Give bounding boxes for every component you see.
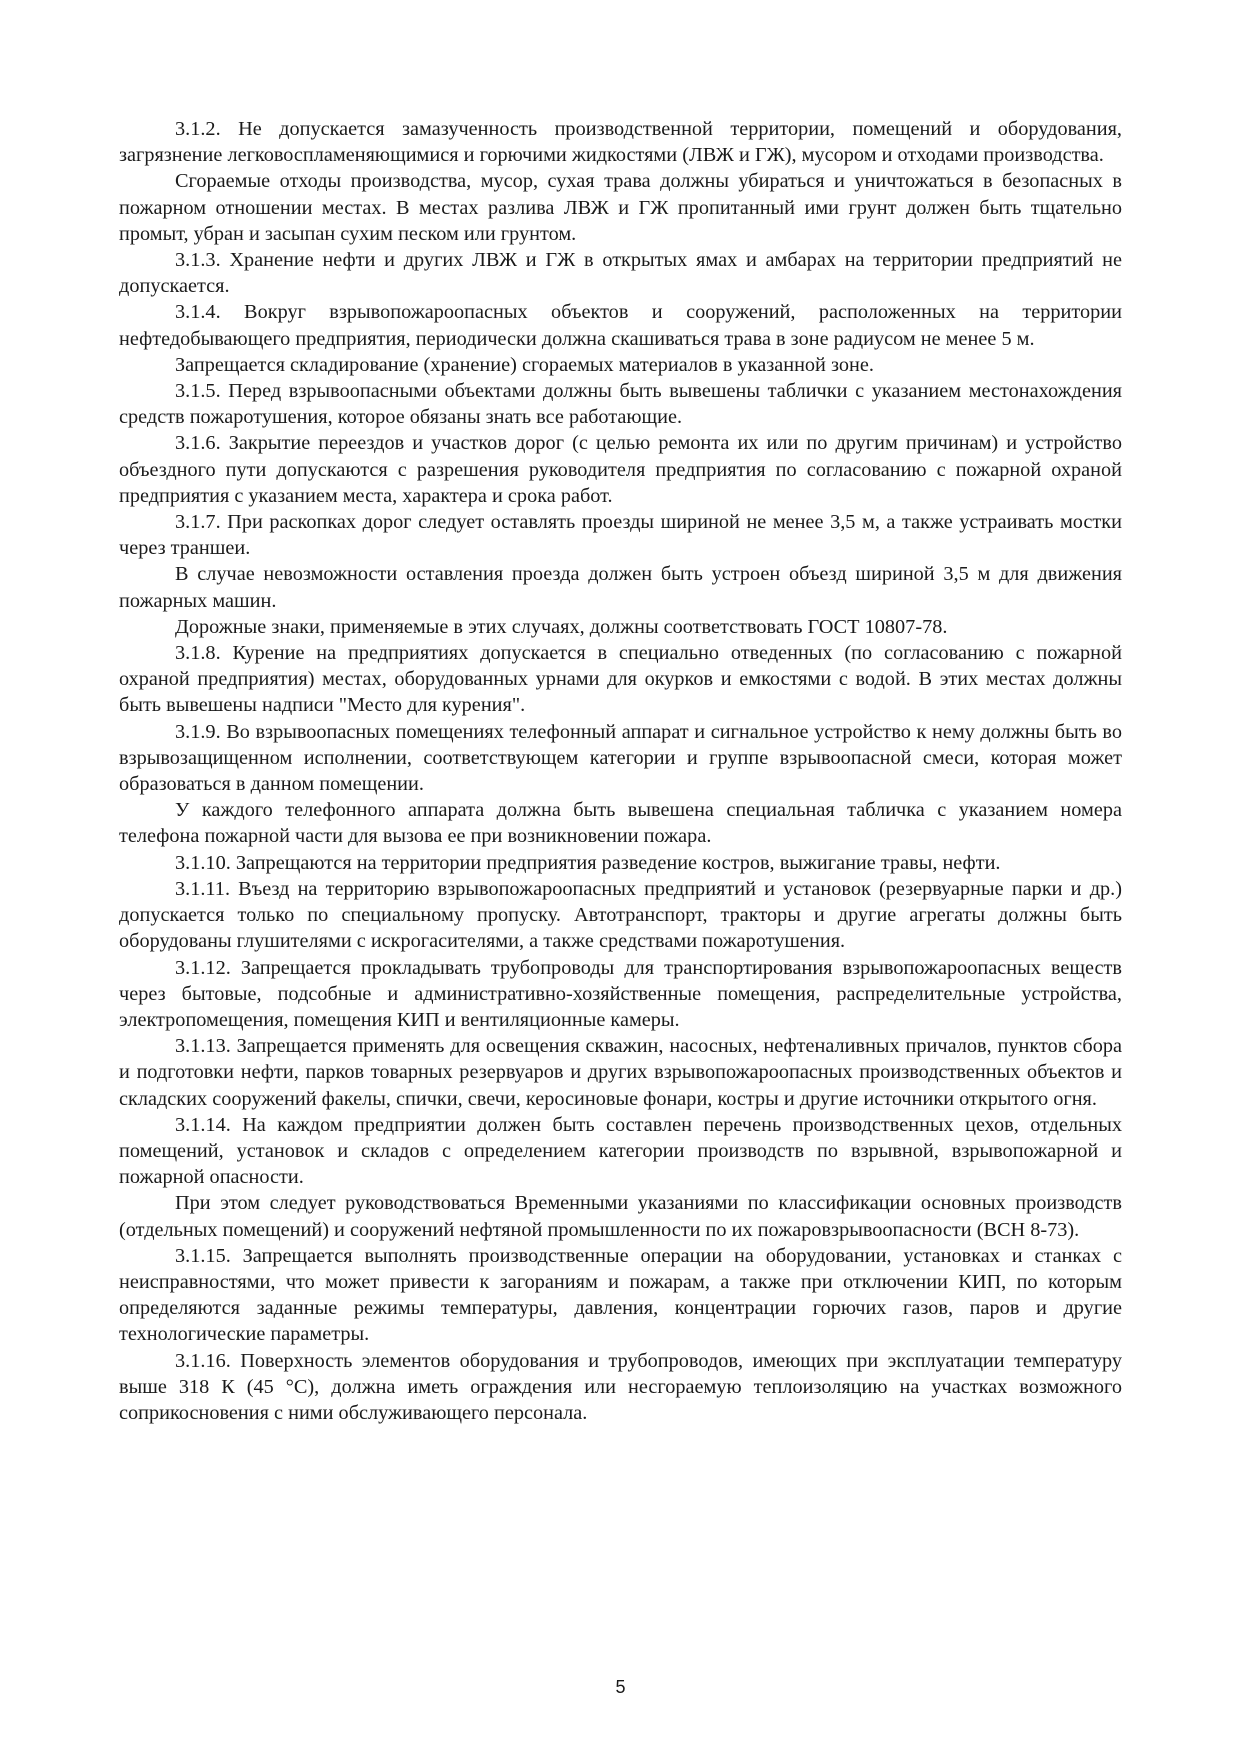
paragraph-3-1-11: 3.1.11. Въезд на территорию взрывопожароопасных предприятий и установок (резервуарные парки и др.) допускается только по специальному пропуску. Автотранспорт, тракторы и другие агрегаты должны быть оборудованы глушителями с искрогасителями, а также средствами пожаротушения.	[119, 877, 1122, 953]
paragraph-vsn-guidance: При этом следует руководствоваться Временными указаниями по классификации основных производств (отдельных помещений) и сооружений нефтяной промышленности по их пожаровзрывоопасности (ВСН 8-73).	[119, 1192, 1122, 1241]
paragraph-3-1-13: 3.1.13. Запрещается применять для освещения скважин, насосных, нефтеналивных причалов, пунктов сбора и подготовки нефти, парков товарных резервуаров и других взрывопожароопасных производственных объектов и складских сооружений факелы, спички, свечи, керосиновые фонари, костры и другие источники открытого огня.	[119, 1035, 1122, 1110]
paragraph-3-1-8: 3.1.8. Курение на предприятиях допускается в специально отведенных (по согласованию с пожарной охраной предприятия) местах, оборудованных урнами для окурков и емкостями с водой. В этих местах должны быть вывешены надписи "Место для курения".	[119, 642, 1122, 717]
document-body	[119, 116, 1122, 1426]
paragraph-combustible-waste: Сгораемые отходы производства, мусор, сухая трава должны убираться и уничтожаться в безопасных в пожарном отношении местах. В местах разлива ЛВЖ и ГЖ пропитанный ими грунт должен быть тщательно промыт, убран и засыпан сухим песком или грунтом.	[119, 170, 1122, 245]
paragraph-detour: В случае невозможности оставления проезда должен быть устроен объезд шириной 3,5 м для движения пожарных машин.	[119, 563, 1122, 612]
paragraph-3-1-16: 3.1.16. Поверхность элементов оборудования и трубопроводов, имеющих при эксплуатации температуру выше 318 К (45 °С), должна иметь ограждения или несгораемую теплоизоляцию на участках возможного соприкосновения с ними обслуживающего персонала.	[119, 1349, 1122, 1424]
page-number: 5	[615, 1677, 626, 1697]
paragraph-storage-prohibited: Запрещается складирование (хранение) сгораемых материалов в указанной зоне.	[175, 353, 874, 376]
paragraph-3-1-6: 3.1.6. Закрытие переездов и участков дорог (с целью ремонта их или по другим причинам) и устройство объездного пути допускаются с разрешения руководителя предприятия по согласованию с пожарной охраной предприятия с указанием места, характера и срока работ.	[119, 432, 1122, 507]
paragraph-3-1-3: 3.1.3. Хранение нефти и других ЛВЖ и ГЖ в открытых ямах и амбарах на территории предприятий не допускается.	[119, 249, 1122, 298]
paragraph-3-1-12: 3.1.12. Запрещается прокладывать трубопроводы для транспортирования взрывопожароопасных веществ через бытовые, подсобные и административно-хозяйственные помещения, распределительные устройства, электропомещения, помещения КИП и вентиляционные камеры.	[119, 956, 1122, 1031]
paragraph-3-1-4: 3.1.4. Вокруг взрывопожароопасных объектов и сооружений, расположенных на территории нефтедобывающего предприятия, периодически должна скашиваться трава в зоне радиусом не менее 5 м.	[119, 301, 1122, 350]
paragraph-3-1-9: 3.1.9. Во взрывоопасных помещениях телефонный аппарат и сигнальное устройство к нему должны быть во взрывозащищенном исполнении, соответствующем категории и группе взрывоопасной смеси, которая может образоваться в данном помещении.	[119, 720, 1122, 796]
paragraph-telephone-sign: У каждого телефонного аппарата должна быть вывешена специальная табличка с указанием номера телефона пожарной части для вызова ее при возникновении пожара.	[119, 799, 1122, 848]
paragraph-3-1-10: 3.1.10. Запрещаются на территории предприятия разведение костров, выжигание травы, нефти.	[175, 851, 1001, 874]
paragraph-3-1-5: 3.1.5. Перед взрывоопасными объектами должны быть вывешены таблички с указанием местонахождения средств пожаротушения, которое обязаны знать все работающие.	[119, 380, 1122, 429]
paragraph-3-1-15: 3.1.15. Запрещается выполнять производственные операции на оборудовании, установках и станках с неисправностями, что может привести к загораниям и пожарам, а также при отключении КИП, по которым определяются заданные режимы температуры, давления, концентрации горючих газов, паров и другие технологические параметры.	[119, 1244, 1122, 1346]
paragraph-3-1-2: 3.1.2. Не допускается замазученность производственной территории, помещений и оборудования, загрязнение легковоспламеняющимися и горючими жидкостями (ЛВЖ и ГЖ), мусором и отходами производства.	[119, 118, 1122, 167]
paragraph-3-1-7: 3.1.7. При раскопках дорог следует оставлять проезды шириной не менее 3,5 м, а также устраивать мостки через траншеи.	[119, 511, 1122, 560]
paragraph-road-signs: Дорожные знаки, применяемые в этих случаях, должны соответствовать ГОСТ 10807-78.	[175, 615, 948, 638]
paragraph-3-1-14: 3.1.14. На каждом предприятии должен быть составлен перечень производственных цехов, отдельных помещений, установок и складов с определением категории производств по взрывной, взрывопожарной и пожарной опасности.	[119, 1113, 1122, 1189]
